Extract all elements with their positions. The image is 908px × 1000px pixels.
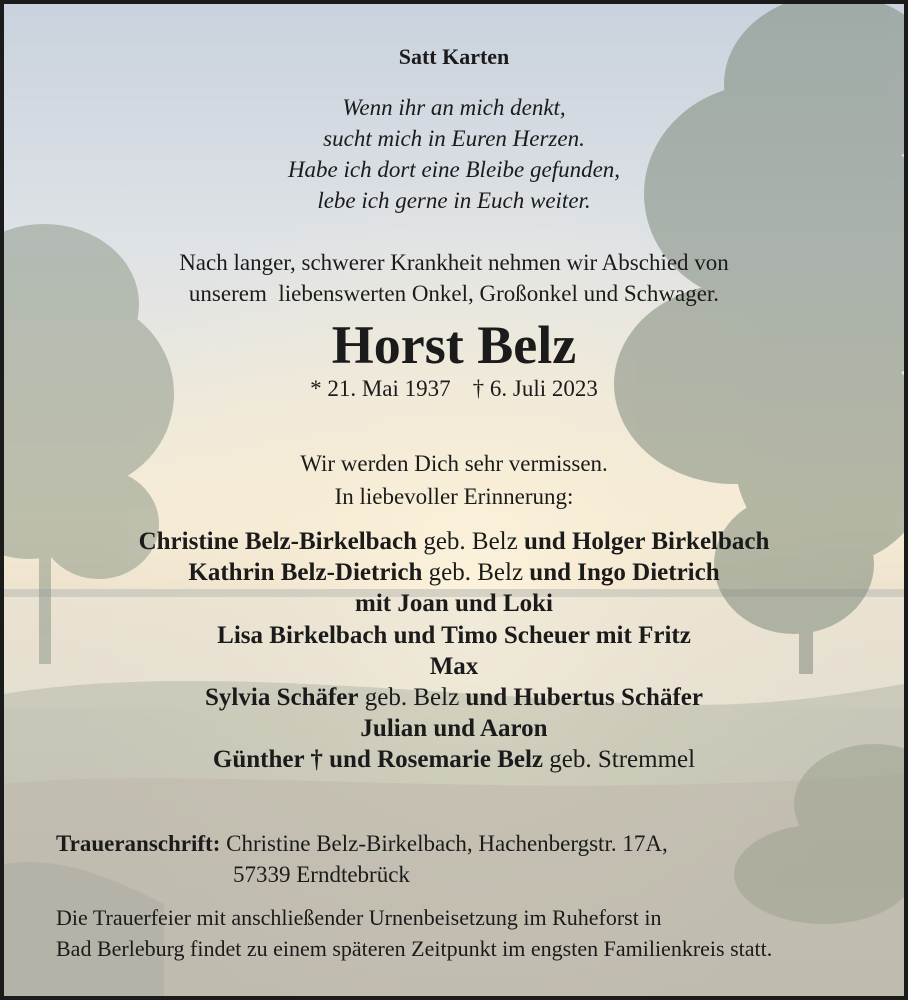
mourner-line: Lisa Birkelbach und Timo Scheuer mit Fritz <box>217 621 691 649</box>
maiden-name: geb. Stremmel <box>543 746 696 774</box>
funeral-line: Bad Berleburg findet zu einem späteren Zeitpunkt im engsten Familienkreis statt. <box>56 936 773 961</box>
poem-line: Habe ich dort eine Bleibe gefunden, <box>287 157 621 182</box>
mourner-line <box>4 526 904 557</box>
life-dates <box>4 373 904 404</box>
mourner-line: Max <box>429 652 479 680</box>
poem <box>4 92 904 216</box>
address-label: Traueranschrift: <box>56 831 221 856</box>
maiden-name: geb. Belz <box>417 528 524 555</box>
death-date: † 6. Juli 2023 <box>472 376 598 401</box>
mourner-line <box>4 682 904 713</box>
mourner-name: und Holger Birkelbach <box>523 528 770 555</box>
poem-line: sucht mich in Euren Herzen. <box>323 126 585 151</box>
deceased-name: Horst Belz <box>331 315 577 375</box>
mourner-name: und Ingo Dietrich <box>529 559 720 587</box>
mourner-line <box>4 744 904 775</box>
address-line: Christine Belz-Birkelbach, Hachenbergstr. 17A, <box>220 831 668 856</box>
mourner-name: Christine Belz-Birkelbach <box>138 528 418 555</box>
farewell-text: Wir werden Dich sehr vermissen. <box>300 451 608 476</box>
poem-line: lebe ich gerne in Euch weiter. <box>317 188 591 213</box>
mourner-line <box>4 557 904 588</box>
poem-line: Wenn ihr an mich denkt, <box>342 95 566 120</box>
funeral-line: Die Trauerfeier mit anschließender Urnenbeisetzung im Ruheforst in <box>56 905 662 930</box>
mourning-address <box>56 828 668 890</box>
mourner-name: und Hubertus Schäfer <box>465 684 703 712</box>
birth-date: * 21. Mai 1937 <box>310 376 451 401</box>
intro-text <box>4 247 904 309</box>
mourner-line: Julian und Aaron <box>360 715 548 743</box>
notice-heading: Satt Karten <box>398 44 510 69</box>
maiden-name: geb. Belz <box>422 559 530 587</box>
maiden-name: geb. Belz <box>358 684 466 712</box>
mourner-name: Günther † und Rosemarie Belz <box>212 746 544 774</box>
mourner-line: mit Joan und Loki <box>355 590 553 618</box>
mourners-list <box>4 526 904 776</box>
intro-line: Nach langer, schwerer Krankheit nehmen wir Abschied von <box>179 250 729 275</box>
mourner-name: Sylvia Schäfer <box>205 684 359 712</box>
funeral-info <box>56 902 772 964</box>
remembrance-text: In liebevoller Erinnerung: <box>334 484 574 509</box>
mourner-name: Kathrin Belz-Dietrich <box>188 559 423 587</box>
address-city: 57339 Erndtebrück <box>233 862 410 887</box>
intro-line: unserem liebenswerten Onkel, Großonkel und Schwager. <box>188 281 720 306</box>
